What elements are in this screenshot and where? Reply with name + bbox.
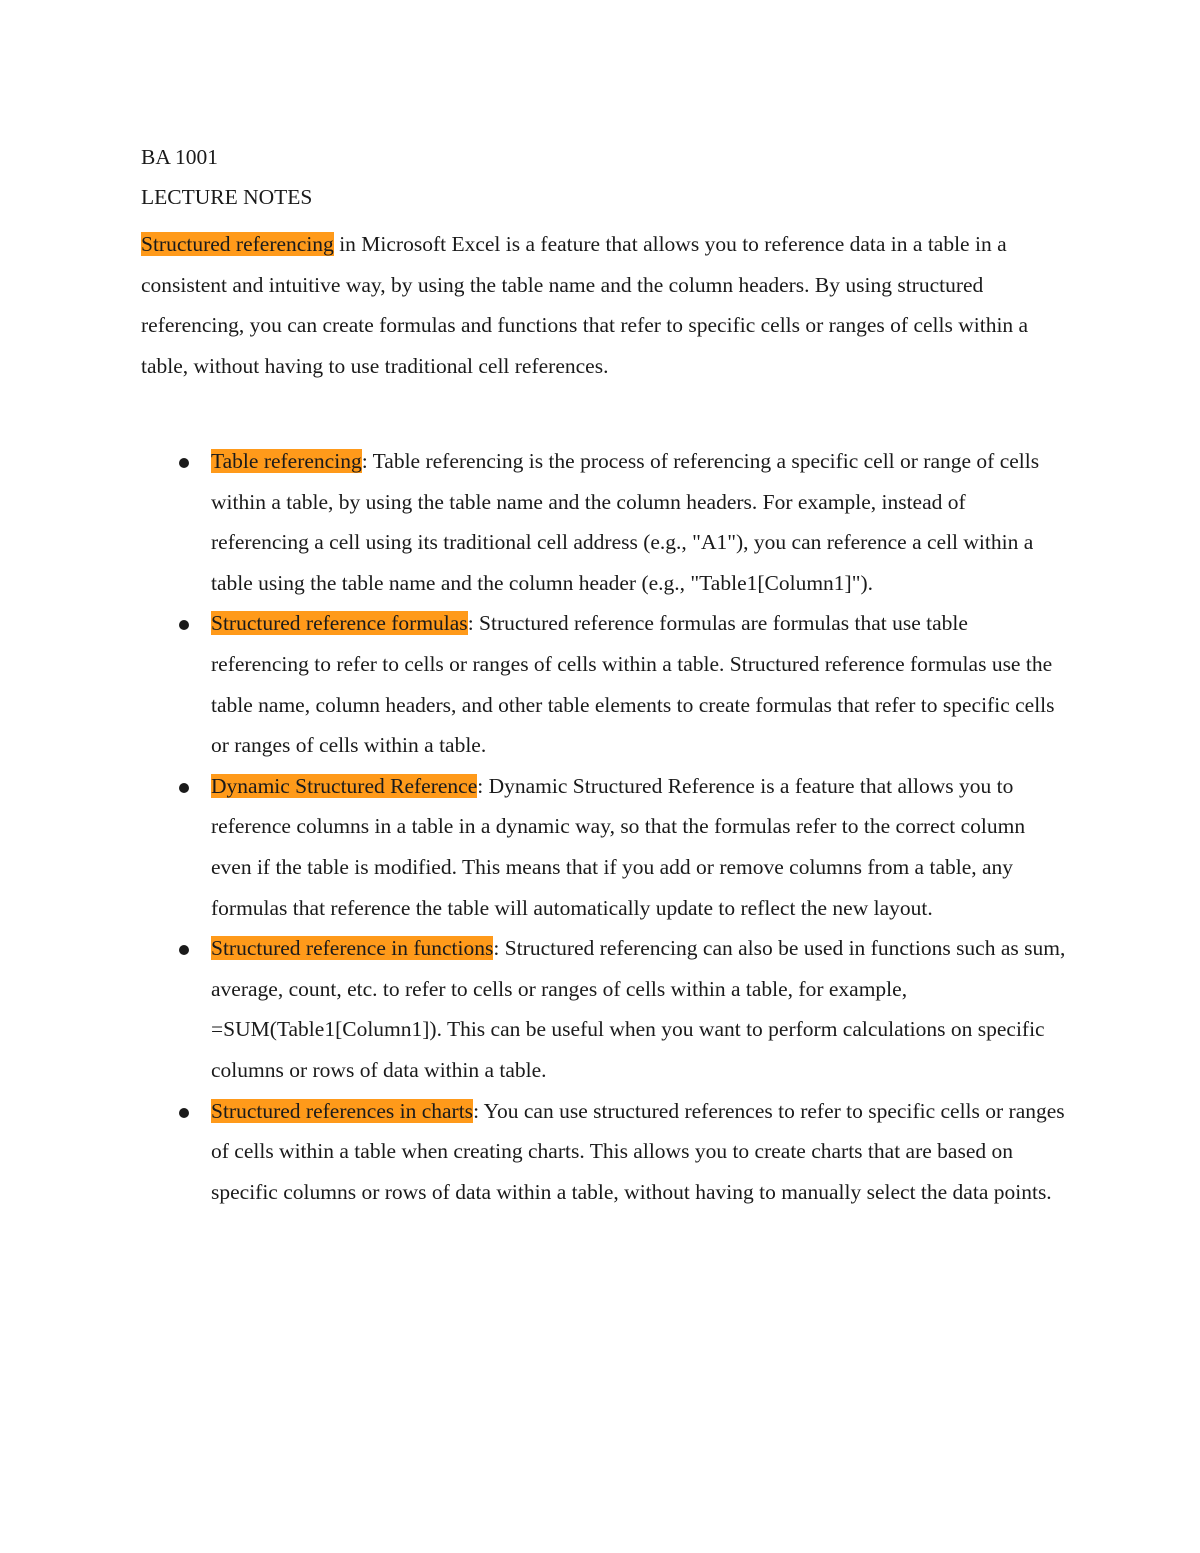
document-subtitle: LECTURE NOTES — [141, 185, 313, 209]
highlighted-term: Structured reference in functions — [211, 936, 494, 961]
highlighted-term: Structured references in charts — [211, 1098, 474, 1123]
highlighted-term: Table referencing — [211, 449, 362, 473]
list-item — [0, 603, 1066, 765]
intro-text: in Microsoft Excel is a feature that allows you to reference data in a table in a consistent and intuitive way, by using the table name and the column headers. By using structured referencing, you can create formulas and functions that refer to specific cells or ranges of cells within a table, without having to use traditional cell references. — [141, 232, 1029, 378]
item-text: : Dynamic Structured Reference is a feature that allows you to reference columns in a table in a dynamic way, so that the formulas refer to the correct column even if the table is modified. This means that if you add or remove columns from a table, any formulas that reference the table will automatically update to reflect the new layout. — [211, 773, 1026, 920]
list-item — [0, 766, 1066, 928]
list-item — [0, 1091, 1066, 1213]
highlighted-term: Structured referencing — [141, 232, 334, 256]
list-item — [0, 928, 1066, 1090]
item-text: : You can use structured references to refer to specific cells or ranges of cells within a table when creating charts. This allows you to create charts that are based on specific columns or rows of data within a table, without having to manually select the data points. — [211, 1098, 1065, 1204]
bullet-icon — [179, 783, 189, 793]
bullet-icon — [179, 620, 189, 630]
bullet-icon — [179, 458, 189, 468]
list-item — [0, 441, 1066, 603]
course-code: BA 1001 — [141, 145, 219, 169]
bullet-list — [0, 441, 1200, 1212]
item-text: : Structured reference formulas are formulas that use table referencing to refer to cells or ranges of cells within a table. Structured reference formulas use the table name, column headers, and other table elements to create formulas that refer to specific cells or ranges of cells within a table. — [211, 611, 1055, 758]
item-text: : Table referencing is the process of referencing a specific cell or range of cells within a table, by using the table name and the column headers. For example, instead of referencing a cell using its traditional cell address (e.g., "A1"), you can reference a cell within a table using the table name and the column header (e.g., "Table1[Column1]"). — [211, 449, 1040, 595]
bullet-icon — [179, 945, 189, 955]
highlighted-term: Structured reference formulas — [211, 611, 468, 636]
bullet-icon — [179, 1108, 189, 1118]
intro-paragraph — [141, 224, 1066, 386]
highlighted-term: Dynamic Structured Reference — [211, 773, 478, 798]
item-text: : Structured referencing can also be used in functions such as sum, average, count, etc. to refer to cells or ranges of cells within a table, for example, =SUM(Table1[Column1]). This can be useful when you want to perform calculations on specific columns or rows of data within a table. — [211, 936, 1066, 1082]
